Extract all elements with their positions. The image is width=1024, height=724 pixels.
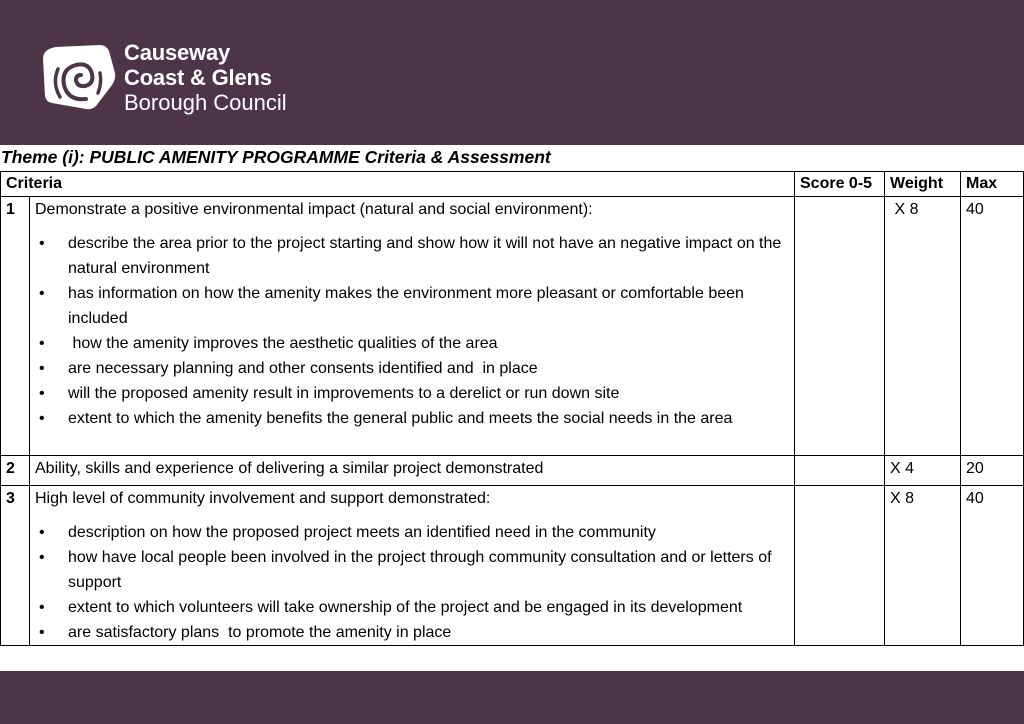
score-cell[interactable] [795,197,885,456]
criteria-table [0,171,1024,646]
criterion-cell [30,456,795,486]
header-band [0,0,1024,145]
page-title: Theme (i): PUBLIC AMENITY PROGRAMME Criteria & Assessment [1,147,551,167]
header-criteria: Criteria [1,172,795,197]
list-item: • extent to which the amenity benefits the general public and meets the social needs in the area [68,406,789,431]
header-weight: Weight [885,172,961,197]
list-item: • are necessary planning and other consents identified and in place [68,356,789,381]
table-header-row [1,172,1024,197]
header-max: Max [961,172,1024,197]
list-item: • description on how the proposed project meets an identified need in the community [68,520,789,545]
weight-cell: X 8 [885,197,961,456]
max-cell: 40 [961,197,1024,456]
row-number: 2 [1,456,30,486]
row-number: 3 [1,486,30,646]
weight-cell: X 8 [885,486,961,646]
header-score: Score 0-5 [795,172,885,197]
list-item: • how have local people been involved in the project through community consultation and or letters of support [68,545,789,595]
score-cell[interactable] [795,456,885,486]
footer-band [0,671,1024,724]
list-item: • has information on how the amenity makes the environment more pleasant or comfortable been included [68,281,789,331]
table-row [1,486,1024,646]
list-item: • describe the area prior to the project starting and show how it will not have an negative impact on the natural environment [68,231,789,281]
row-number: 1 [1,197,30,456]
weight-cell: X 4 [885,456,961,486]
list-item: • how the amenity improves the aesthetic qualities of the area [68,331,789,356]
council-logo-text [124,40,287,115]
swirl-hexagon-icon [42,43,116,111]
criterion-cell [30,486,795,646]
logo-line-2: Coast & Glens [124,65,272,90]
score-cell[interactable] [795,486,885,646]
max-cell: 40 [961,486,1024,646]
table-row [1,197,1024,456]
list-item: • extent to which volunteers will take ownership of the project and be engaged in its development [68,595,789,620]
criterion-title: Ability, skills and experience of delivering a similar project demonstrated [35,460,544,477]
criterion-cell [30,197,795,456]
logo-line-1: Causeway [124,40,231,65]
criterion-bullets [35,520,789,645]
table-row [1,456,1024,486]
logo-line-3: Borough Council [124,90,287,115]
criterion-bullets [35,231,789,431]
list-item: • are satisfactory plans to promote the amenity in place [68,620,789,645]
list-item: • will the proposed amenity result in improvements to a derelict or run down site [68,381,789,406]
criterion-title: Demonstrate a positive environmental impact (natural and social environment): [35,201,593,218]
criterion-title: High level of community involvement and support demonstrated: [35,490,491,507]
max-cell: 20 [961,456,1024,486]
